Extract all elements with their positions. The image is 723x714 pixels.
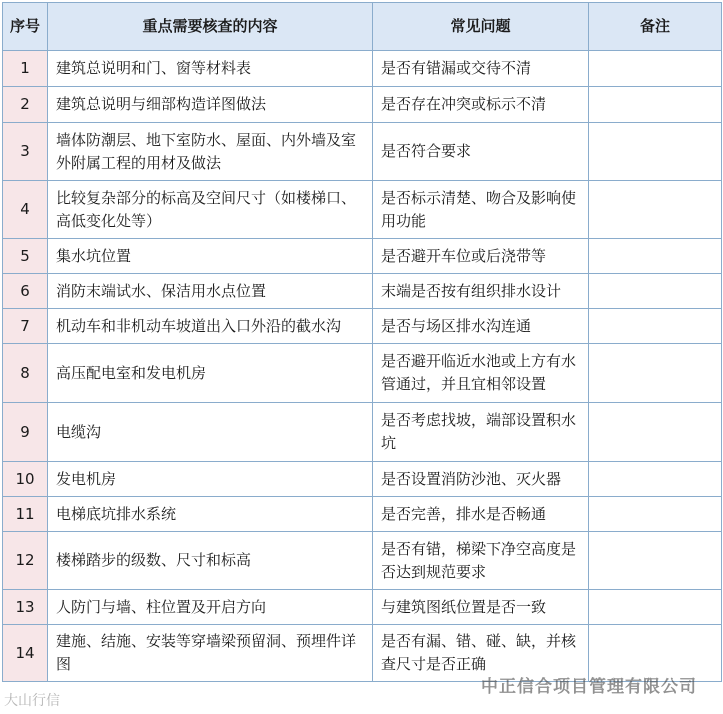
- row-issue: 是否有错，梯梁下净空高度是否达到规范要求: [373, 532, 589, 590]
- row-remark: [589, 344, 722, 403]
- row-content: 楼梯踏步的级数、尺寸和标高: [48, 532, 373, 590]
- row-issue: 是否有漏、错、碰、缺，并核查尺寸是否正确: [373, 625, 589, 682]
- row-issue: 是否设置消防沙池、灭火器: [373, 462, 589, 497]
- row-no: 2: [3, 87, 48, 123]
- watermark-company: 中正信合项目管理有限公司: [481, 677, 697, 697]
- row-content: 墙体防潮层、地下室防水、屋面、内外墙及室外附属工程的用材及做法: [48, 123, 373, 181]
- table-row: [3, 344, 722, 403]
- header-remark: 备注: [589, 3, 722, 51]
- row-no: 1: [3, 51, 48, 87]
- table-row: [3, 239, 722, 274]
- row-no: 3: [3, 123, 48, 181]
- row-no: 13: [3, 590, 48, 625]
- row-content: 电梯底坑排水系统: [48, 497, 373, 532]
- row-remark: [589, 462, 722, 497]
- row-content: 建施、结施、安装等穿墙梁预留洞、预埋件详图: [48, 625, 373, 682]
- header-issue: 常见问题: [373, 3, 589, 51]
- row-remark: [589, 309, 722, 344]
- row-issue: 是否完善，排水是否畅通: [373, 497, 589, 532]
- row-remark: [589, 123, 722, 181]
- inspection-table: [2, 2, 722, 682]
- row-content: 建筑总说明与细部构造详图做法: [48, 87, 373, 123]
- row-remark: [589, 87, 722, 123]
- row-remark: [589, 590, 722, 625]
- row-no: 4: [3, 181, 48, 239]
- row-no: 5: [3, 239, 48, 274]
- header-no: 序号: [3, 3, 48, 51]
- row-issue: 是否符合要求: [373, 123, 589, 181]
- row-issue: 与建筑图纸位置是否一致: [373, 590, 589, 625]
- table-row: [3, 309, 722, 344]
- row-issue: 是否考虑找坡，端部设置积水坑: [373, 403, 589, 462]
- row-no: 11: [3, 497, 48, 532]
- table-row: [3, 274, 722, 309]
- table-row: [3, 532, 722, 590]
- table-header-row: [3, 3, 722, 51]
- row-content: 集水坑位置: [48, 239, 373, 274]
- row-no: 6: [3, 274, 48, 309]
- row-remark: [589, 51, 722, 87]
- row-issue: 是否标示清楚、吻合及影响使用功能: [373, 181, 589, 239]
- row-no: 10: [3, 462, 48, 497]
- table-row: [3, 87, 722, 123]
- header-content: 重点需要核查的内容: [48, 3, 373, 51]
- row-content: 发电机房: [48, 462, 373, 497]
- row-no: 7: [3, 309, 48, 344]
- row-issue: 末端是否按有组织排水设计: [373, 274, 589, 309]
- row-issue: 是否避开车位或后浇带等: [373, 239, 589, 274]
- row-content: 建筑总说明和门、窗等材料表: [48, 51, 373, 87]
- table-row: [3, 497, 722, 532]
- row-content: 机动车和非机动车坡道出入口外沿的截水沟: [48, 309, 373, 344]
- row-no: 8: [3, 344, 48, 403]
- row-content: 比较复杂部分的标高及空间尺寸（如楼梯口、高低变化处等）: [48, 181, 373, 239]
- table-row: [3, 403, 722, 462]
- row-no: 12: [3, 532, 48, 590]
- row-content: 高压配电室和发电机房: [48, 344, 373, 403]
- row-content: 人防门与墙、柱位置及开启方向: [48, 590, 373, 625]
- row-issue: 是否与场区排水沟连通: [373, 309, 589, 344]
- row-remark: [589, 497, 722, 532]
- row-content: 电缆沟: [48, 403, 373, 462]
- row-content: 消防末端试水、保洁用水点位置: [48, 274, 373, 309]
- table-row: [3, 462, 722, 497]
- table-row: [3, 181, 722, 239]
- row-no: 9: [3, 403, 48, 462]
- row-remark: [589, 403, 722, 462]
- row-remark: [589, 532, 722, 590]
- row-issue: 是否存在冲突或标示不清: [373, 87, 589, 123]
- row-issue: 是否有错漏或交待不清: [373, 51, 589, 87]
- row-issue: 是否避开临近水池或上方有水管通过，并且宜相邻设置: [373, 344, 589, 403]
- row-remark: [589, 181, 722, 239]
- watermark-left: 大山行信: [4, 693, 60, 709]
- table-row: [3, 590, 722, 625]
- row-remark: [589, 239, 722, 274]
- table-row: [3, 51, 722, 87]
- table-row: [3, 123, 722, 181]
- row-remark: [589, 274, 722, 309]
- row-no: 14: [3, 625, 48, 682]
